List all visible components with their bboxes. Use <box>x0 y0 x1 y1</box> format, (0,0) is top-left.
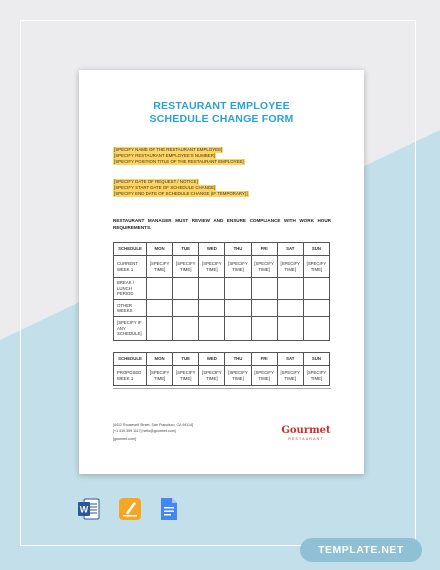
logo-sub-text: RESTAURANT <box>288 437 324 441</box>
row-label: [SPECIFY IF ANY SCHEDULE] <box>114 317 147 341</box>
svg-text:W: W <box>79 504 89 515</box>
table-cell <box>277 278 303 300</box>
footer-address: [4412 Roosevelt Street, San Francisco, CA 94114] <box>113 423 194 427</box>
table-cell <box>303 278 329 300</box>
table-cell <box>147 317 173 341</box>
table-cell <box>147 278 173 300</box>
table-cell <box>277 300 303 317</box>
table-row <box>114 317 330 341</box>
current-schedule-table <box>113 242 330 341</box>
header-wed: WED <box>199 353 225 366</box>
table-cell: [SPECIFY TIME] <box>173 366 199 386</box>
table-row <box>114 300 330 317</box>
table-cell <box>147 300 173 317</box>
footer-contact: [+1 415 359 1117] hello@gourmet.com] <box>113 429 176 433</box>
field-request-date: [SPECIFY DATE OF REQUEST / NOTICE] <box>114 179 198 184</box>
document-page <box>79 70 364 474</box>
header-tue: TUE <box>173 353 199 366</box>
header-wed: WED <box>199 243 225 256</box>
row-label: PROPOSED WEEK 1 <box>114 366 147 386</box>
table-cell <box>251 317 277 341</box>
header-thu: THU <box>225 353 251 366</box>
field-start-date: [SPECIFY START DATE OF SCHEDULE CHANGE] <box>114 185 216 190</box>
header-schedule: SCHEDULE <box>114 353 147 366</box>
table-cell: [SPECIFY TIME] <box>199 256 225 278</box>
header-mon: MON <box>147 243 173 256</box>
table-header-row <box>114 243 330 256</box>
table-cell <box>303 300 329 317</box>
table-cell <box>251 300 277 317</box>
header-sun: SUN <box>303 353 329 366</box>
document-title-line1: RESTAURANT EMPLOYEE <box>153 100 290 112</box>
field-end-date: [SPECIFY END DATE OF SCHEDULE CHANGE (IF TEMPORARY)] <box>114 191 248 196</box>
header-schedule: SCHEDULE <box>114 243 147 256</box>
header-sat: SAT <box>277 353 303 366</box>
compliance-note: RESTAURANT MANAGER MUST REVIEW AND ENSURE COMPLIANCE WITH WORK HOUR REQUIREMENTS. <box>113 218 331 230</box>
table-cell: [SPECIFY TIME] <box>251 366 277 386</box>
table-cell: [SPECIFY TIME] <box>147 366 173 386</box>
table-cell: [SPECIFY TIME] <box>147 256 173 278</box>
table-cell <box>251 278 277 300</box>
document-title-line2: SCHEDULE CHANGE FORM <box>149 113 294 125</box>
table-cell: [SPECIFY TIME] <box>225 366 251 386</box>
header-sat: SAT <box>277 243 303 256</box>
table-header-row <box>114 353 330 366</box>
table-cell <box>225 278 251 300</box>
word-icon[interactable] <box>78 498 100 520</box>
footer-divider <box>113 388 331 389</box>
table-cell <box>277 317 303 341</box>
field-employee-name: [SPECIFY NAME OF THE RESTAURANT EMPLOYEE] <box>114 147 223 152</box>
gourmet-logo <box>276 426 336 442</box>
table-cell <box>173 300 199 317</box>
header-sun: SUN <box>303 243 329 256</box>
table-row <box>114 278 330 300</box>
header-fri: FRI <box>251 353 277 366</box>
table-cell <box>199 278 225 300</box>
header-mon: MON <box>147 353 173 366</box>
table-cell: [SPECIFY TIME] <box>251 256 277 278</box>
table-cell: [SPECIFY TIME] <box>173 256 199 278</box>
table-cell: [SPECIFY TIME] <box>303 366 329 386</box>
table-cell: [SPECIFY TIME] <box>277 256 303 278</box>
table-cell: [SPECIFY TIME] <box>225 256 251 278</box>
table-cell <box>199 317 225 341</box>
pages-icon[interactable] <box>119 498 141 520</box>
row-label: OTHER WEEKS <box>114 300 147 317</box>
header-fri: FRI <box>251 243 277 256</box>
row-label: BREAK / LUNCH PERIOD <box>114 278 147 300</box>
footer-website: [gourmet.com] <box>113 437 136 441</box>
table-cell <box>173 278 199 300</box>
table-cell <box>303 317 329 341</box>
table-cell: [SPECIFY TIME] <box>277 366 303 386</box>
table-cell <box>225 300 251 317</box>
google-docs-icon[interactable] <box>158 498 180 520</box>
table-row <box>114 366 330 386</box>
header-tue: TUE <box>173 243 199 256</box>
field-employee-number: [SPECIFY RESTAURANT EMPLOYEE'S NUMBER] <box>114 153 216 158</box>
logo-main-text: Gourmet <box>281 425 331 436</box>
table-row <box>114 256 330 278</box>
proposed-schedule-table <box>113 352 330 386</box>
table-cell <box>173 317 199 341</box>
table-cell <box>225 317 251 341</box>
table-cell: [SPECIFY TIME] <box>199 366 225 386</box>
field-position-title: [SPECIFY POSITION TITLE OF THE RESTAURANT EMPLOYEE] <box>114 159 244 164</box>
header-thu: THU <box>225 243 251 256</box>
table-cell: [SPECIFY TIME] <box>303 256 329 278</box>
table-cell <box>199 300 225 317</box>
row-label: CURRENT WEEK 1 <box>114 256 147 278</box>
template-net-badge[interactable]: TEMPLATE.NET <box>300 538 422 562</box>
